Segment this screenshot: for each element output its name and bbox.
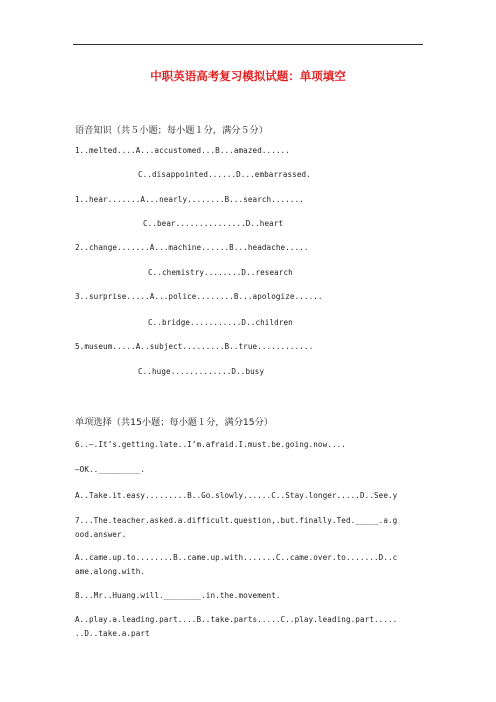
- question-line: 7...The.teacher.asked.a.difficult.question,.but.finally.Ted._____.a.g: [75, 516, 398, 525]
- question-line: —OK.._________.: [75, 465, 146, 474]
- section-heading-single-choice: 单项选择（共15小题；每小题１分，满分15分）: [75, 417, 273, 428]
- question-line: 6..—.It’s.getting.late..I’m.afraid.I.must.be.going.now....: [75, 440, 346, 449]
- question-line: C..disappointed......D...embarrassed.: [138, 170, 311, 179]
- question-line: 3..surprise.....A...police........B...apologize......: [75, 292, 323, 301]
- question-line: C..huge.............D..busy: [138, 367, 265, 376]
- page-title: 中职英语高考复习模拟试题：单项填空: [150, 69, 346, 83]
- question-line: A..Take.it.easy.........B..Go.slowly......C..Stay.longer.....D..See.y: [75, 491, 398, 500]
- question-line: 1..hear.......A...nearly........B...search.......: [75, 195, 304, 204]
- question-line: ame.along.with.: [75, 567, 146, 576]
- question-line: C..bridge...........D..children: [148, 318, 293, 327]
- header-rule: [73, 44, 423, 45]
- question-line: A..play.a.leading.part....B..take.parts.....C..play.leading.part.....: [75, 615, 398, 624]
- question-line: A..came.up.to........B..came.up.with.......C..came.over.to.......D..c: [75, 553, 398, 562]
- question-line: 2..change.......A...machine......B...headache.....: [75, 243, 309, 252]
- question-line: C..bear...............D..heart: [143, 219, 284, 228]
- question-line: ..D..take.a.part: [75, 629, 150, 638]
- question-line: 1..melted....A...accustomed...B...amazed......: [75, 146, 290, 155]
- section-heading-phonetics: 语音知识（共５小题；每小题１分，满分５分）: [75, 125, 268, 136]
- question-line: C..chemistry........D..research: [148, 268, 293, 277]
- question-line: 5.museum.....A..subject.........B..true............: [75, 342, 314, 351]
- question-line: ood.answer.: [75, 530, 127, 539]
- question-line: 8...Mr..Huang.will.________.in.the.movement.: [75, 591, 281, 600]
